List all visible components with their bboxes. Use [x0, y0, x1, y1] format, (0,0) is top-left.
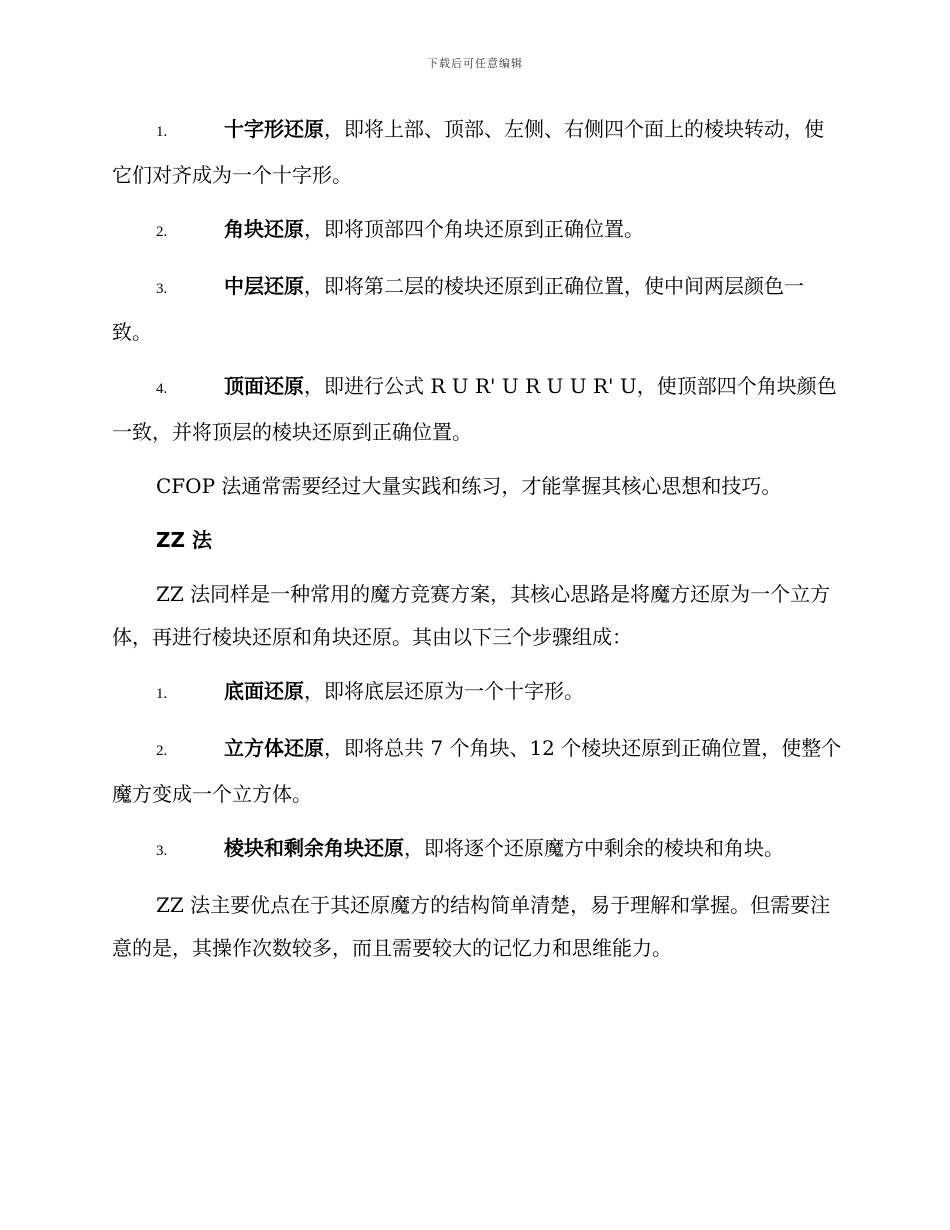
list-item	[112, 108, 842, 197]
step-description: ，即将顶部四个角块还原到正确位置。	[304, 217, 644, 241]
step-description: ，即将逐个还原魔方中剩余的棱块和角块。	[404, 836, 784, 860]
list-number: 2.	[156, 224, 168, 240]
list-number: 1.	[156, 686, 168, 702]
list-item	[112, 727, 842, 816]
list-number: 4.	[156, 381, 168, 397]
step-description: ，即进行公式 R U R' U R U U R' U，使顶部四个角块颜色一致，并将顶层的棱块还原到正确位置。	[112, 374, 837, 444]
list-item	[112, 670, 842, 716]
zz-summary-paragraph: ZZ 法主要优点在于其还原魔方的结构简单清楚，易于理解和掌握。但需要注意的是，其操作次数较多，而且需要较大的记忆力和思维能力。	[112, 893, 831, 960]
page-header: 下载后可任意编辑	[427, 57, 523, 70]
step-title: 角块还原	[224, 217, 304, 241]
step-title: 底面还原	[224, 679, 304, 703]
list-item	[112, 827, 842, 873]
section-heading: ZZ 法	[156, 528, 212, 552]
list-number: 3.	[156, 843, 168, 859]
step-title: 中层还原	[224, 274, 304, 298]
document-body	[112, 108, 842, 981]
step-description: ，即将总共 7 个角块、12 个棱块还原到正确位置，使整个魔方变成一个立方体。	[112, 736, 842, 806]
list-number: 1.	[156, 124, 168, 140]
zz-intro-paragraph: ZZ 法同样是一种常用的魔方竞赛方案，其核心思路是将魔方还原为一个立方体，再进行棱块还原和角块还原。其由以下三个步骤组成：	[112, 582, 831, 649]
step-title: 顶面还原	[224, 374, 304, 398]
step-description: ，即将底层还原为一个十字形。	[304, 679, 584, 703]
step-title: 立方体还原	[224, 736, 324, 760]
list-number: 3.	[156, 281, 168, 297]
step-title: 棱块和剩余角块还原	[224, 836, 404, 860]
step-description: ，即将第二层的棱块还原到正确位置，使中间两层颜色一致。	[112, 274, 804, 344]
list-item	[112, 365, 842, 454]
step-description: ，即将上部、顶部、左侧、右侧四个面上的棱块转动，使它们对齐成为一个十字形。	[112, 117, 824, 187]
list-number: 2.	[156, 743, 168, 759]
list-item	[112, 265, 842, 354]
list-item	[112, 208, 842, 254]
step-title: 十字形还原	[224, 117, 324, 141]
cfop-summary-paragraph: CFOP 法通常需要经过大量实践和练习，才能掌握其核心思想和技巧。	[156, 474, 782, 498]
